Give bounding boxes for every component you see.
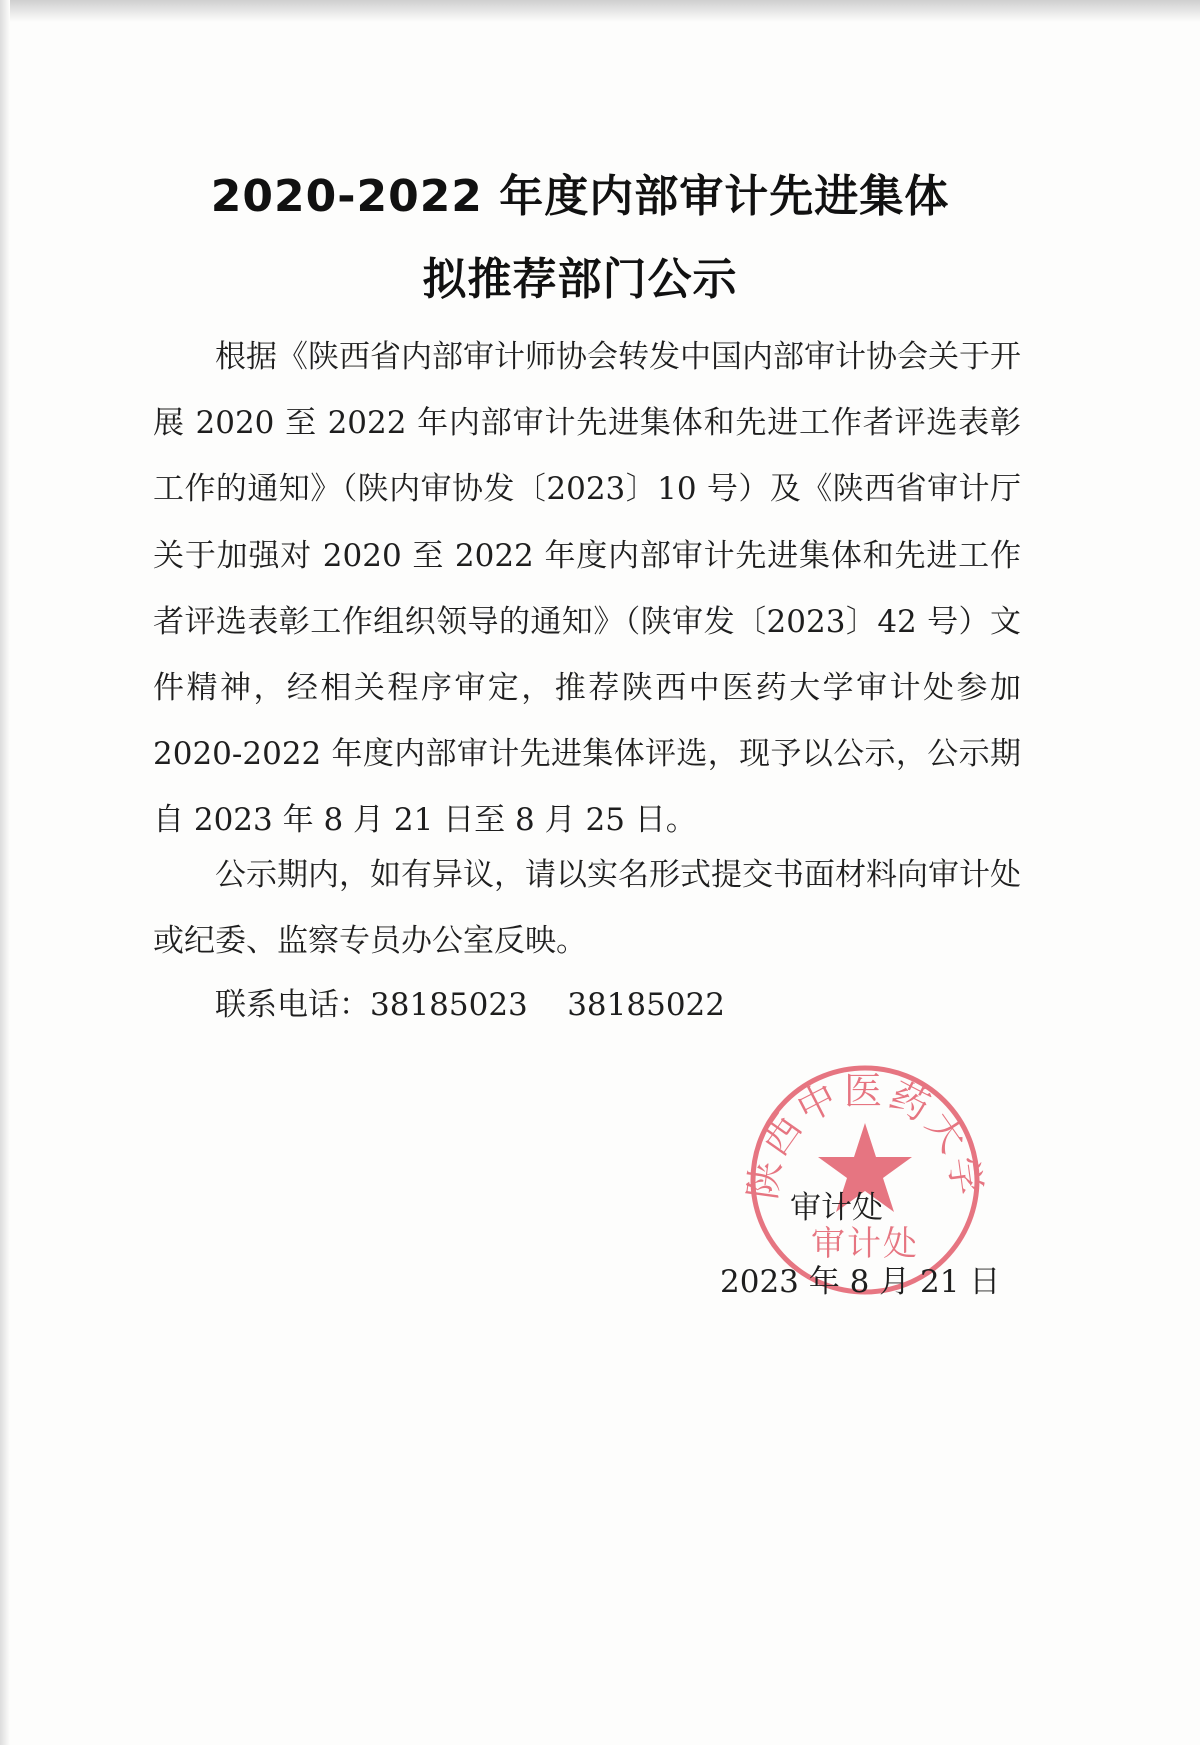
seal-center-text: 审计处 <box>811 1224 919 1264</box>
body-paragraph-2: 公示期内，如有异议，请以实名形式提交书面材料向审计处或纪委、监察专员办公室反映。 <box>153 857 1021 960</box>
signature-department: 审计处 <box>790 1190 883 1226</box>
seal-ring-text: 陕西中医药大学 <box>740 1068 990 1202</box>
body-paragraph-1: 根据《陕西省内部审计师协会转发中国内部审计协会关于开展 2020 至 2022 年内部审计先进集体和先进工作者评选表彰工作的通知》（陕内审协发〔2023〕10 号）及《陕西省审计厅关于加强对 2020 至 2022 年度内部审计先进集体和先进工作者评选表彰工作组织领导的通知》（陕审发〔2023〕42 号）文件精神，经相关程序审定，推荐陕西中医药大学审计处参加 2020-2022 年度内部审计先进集体评选，现予以公示，公示期自 2023 年 8 月 21 日至 8 月 25 日。 <box>153 339 1021 839</box>
document-title-line1: 2020-2022 年度内部审计先进集体 <box>210 171 950 222</box>
document-title-line2: 拟推荐部门公示 <box>422 254 738 305</box>
signature-date: 2023 年 8 月 21 日 <box>720 1264 1001 1300</box>
scan-top-edge <box>0 0 1200 22</box>
contact-phone-line: 联系电话：38185023 38185022 <box>215 987 725 1023</box>
